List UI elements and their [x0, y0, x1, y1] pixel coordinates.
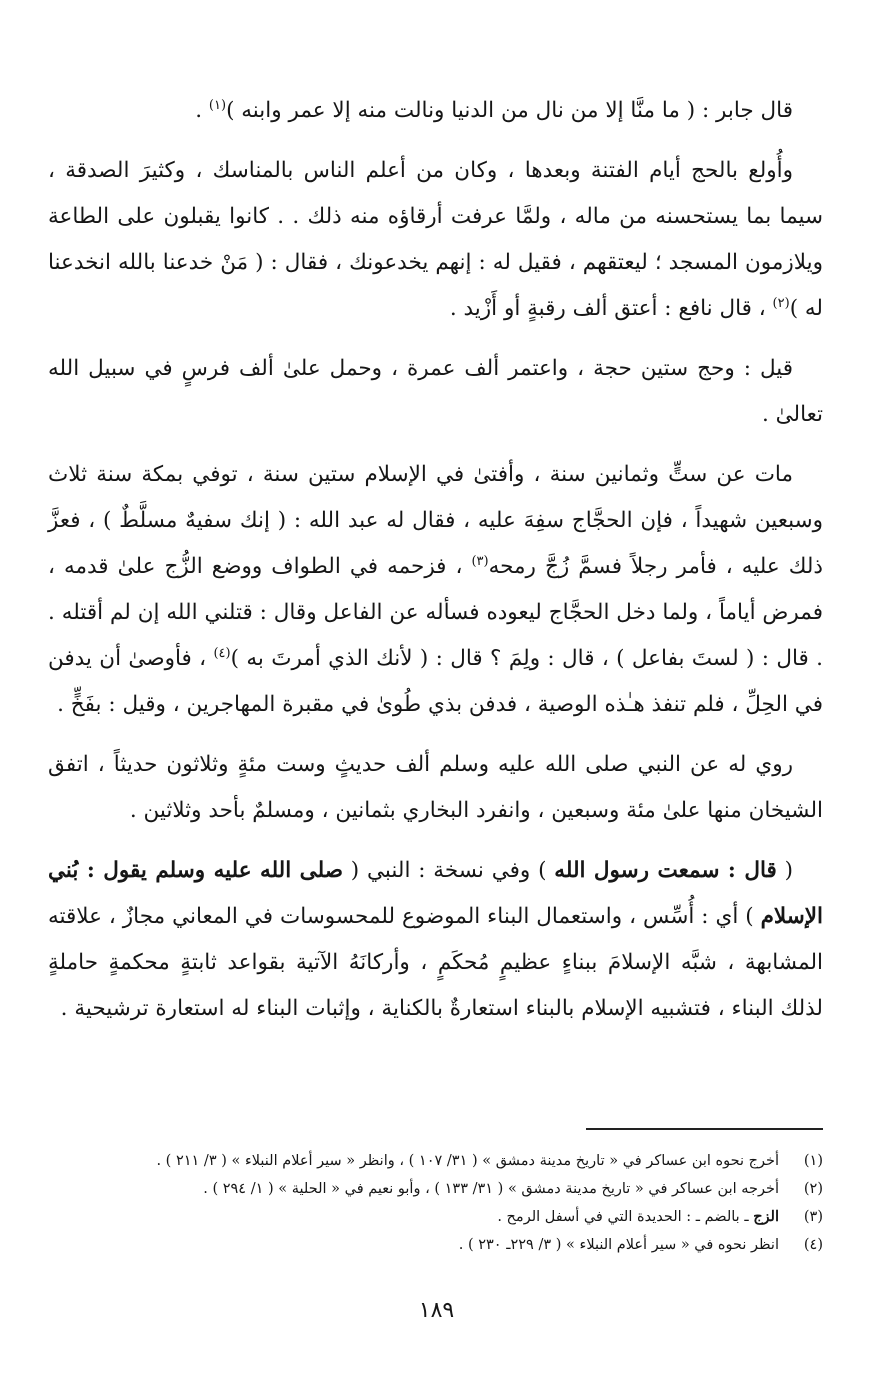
footnote-text: انظر نحوه في « سير أعلام النبلاء » ( ٣/ ٢٢٩ـ ٢٣٠ ) .: [458, 1237, 779, 1253]
paragraph-text: أي : أُسِّس ، واستعمال البناء الموضوع للمحسوسات في المعاني مجازٌ ، علاقته المشابهة ، شبَّه الإسلامَ ببناءٍ عظيمٍ مُحكَمٍ ، وأركانَهُ الآتية بقواعد ثابتةٍ محكمةٍ حاملةٍ لذلك البناء ، فتشبيه الإسلام بالبناء استعارةٌ بالكناية ، وإثبات البناء له استعارة ترشيحية .: [48, 904, 823, 1021]
paragraph-text: ) وفي نسخة : النبي (: [342, 858, 555, 883]
footnote-item: [48, 1175, 823, 1203]
paragraph-commentary: [48, 848, 823, 1032]
paragraph-hajj-count: [48, 346, 823, 438]
paragraph-hadith-count: [48, 742, 823, 834]
paragraph-text: قال جابر : ( ما منَّا إلا من نال من الدنيا ونالت منه إلا عمر وابنه ): [226, 98, 793, 123]
footnote-item: [48, 1231, 823, 1259]
footnote-term: الزج: [753, 1208, 779, 1225]
hadith-quote: صلى الله عليه وسلم يقول : بُني الإسلام: [48, 858, 823, 929]
footnote-item: [48, 1203, 823, 1231]
footnote-mark: (٣): [471, 553, 489, 569]
paragraph-jaber-quote: [48, 88, 823, 134]
footnote-mark: (١): [208, 97, 227, 113]
footnote-divider: [586, 1128, 823, 1130]
paragraph-text: ، قال نافع : أعتق ألف رقبةٍ أو أَزْيد .: [449, 296, 773, 321]
footnote-text: [48, 1203, 779, 1231]
paragraph-text: روي له عن النبي صلى الله عليه وسلم ألف حديثٍ وست مئةٍ وثلاثون حديثاً ، اتفق الشيخان منها علىٰ مئة وسبعين ، وانفرد البخاري بثمانين ، ومسلمٌ بأحد وثلاثين .: [48, 752, 823, 823]
paragraph-text: قيل : وحج ستين حجة ، واعتمر ألف عمرة ، وحمل علىٰ ألف فرسٍ في سبيل الله تعالىٰ .: [48, 356, 823, 427]
paragraph-hajj: [48, 148, 823, 332]
footnote-item: [48, 1147, 823, 1175]
footnote-text: أخرج نحوه ابن عساكر في « تاريخ مدينة دمشق » ( ٣١/ ١٠٧ ) ، وانظر « سير أعلام النبلاء » ( ٣/ ٢١١ ) .: [156, 1153, 779, 1169]
page-number: ١٨٩: [418, 1298, 455, 1323]
footnote-number: (٢): [803, 1181, 823, 1197]
footnote-number: (١): [803, 1153, 823, 1169]
main-text: [48, 88, 823, 1046]
footnotes: [48, 1147, 823, 1259]
hadith-quote: قال : سمعت رسول الله: [554, 858, 777, 883]
paragraph-text: ، فأوصىٰ أن يدفن في الحِلِّ ، فلم تنفذ هـٰذه الوصية ، فدفن بذي طُوىٰ في مقبرة المهاجرين ، وقيل : بفَخٍّ .: [48, 646, 823, 717]
paragraph-text: .: [195, 98, 209, 123]
paragraph-text: وأُولع بالحج أيام الفتنة وبعدها ، وكان من أعلم الناس بالمناسك ، وكثيرَ الصدقة ، سيما بما يستحسنه من ماله ، ولمَّا عرفت أرقاؤه منه ذلك . . كانوا يقبلون على الطاعة ويلازمون المسجد ؛ ليعتقهم ، فقيل له : إنهم يخدعونك ، فقال : ( مَنْ خدعنا بالله انخدعنا له ): [48, 158, 823, 321]
footnote-mark: (٢): [772, 295, 790, 311]
footnote-definition: ـ بالضم ـ : الحديدة التي في أسفل الرمح .: [497, 1209, 754, 1225]
paragraph-text: (: [776, 858, 793, 883]
paragraph-text: ، فزحمه في الطواف ووضع الزُّج علىٰ قدمه ، فمرض أياماً ، ولما دخل الحجَّاج ليعوده فسأله عن الفاعل وقال : قتلني الله إن لم أقتله . . قال : ( لستَ بفاعل ) ، قال : ولِمَ ؟ قال : ( لأنك الذي أمرتَ به ): [48, 554, 823, 671]
footnote-text: أخرجه ابن عساكر في « تاريخ مدينة دمشق » ( ٣١/ ١٣٣ ) ، وأبو نعيم في « الحلية » ( ١/ ٢٩٤ ) .: [203, 1181, 779, 1197]
paragraph-text: مات عن ستٍّ وثمانين سنة ، وأفتىٰ في الإسلام ستين سنة ، توفي بمكة سنة ثلاث وسبعين شهيداً ، فإن الحجَّاج سفِهَ عليه ، فقال له عبد الله : ( إنك سفيهٌ مسلَّطٌ ) ، فعزَّ ذلك عليه ، فأمر رجلاً فسمَّ زُجَّ رمحه: [48, 462, 824, 579]
footnote-number: (٣): [803, 1209, 823, 1225]
footnote-mark: (٤): [213, 645, 231, 661]
paragraph-death: [48, 452, 823, 728]
footnote-number: (٤): [803, 1237, 823, 1253]
paragraph-text: ): [738, 904, 761, 929]
